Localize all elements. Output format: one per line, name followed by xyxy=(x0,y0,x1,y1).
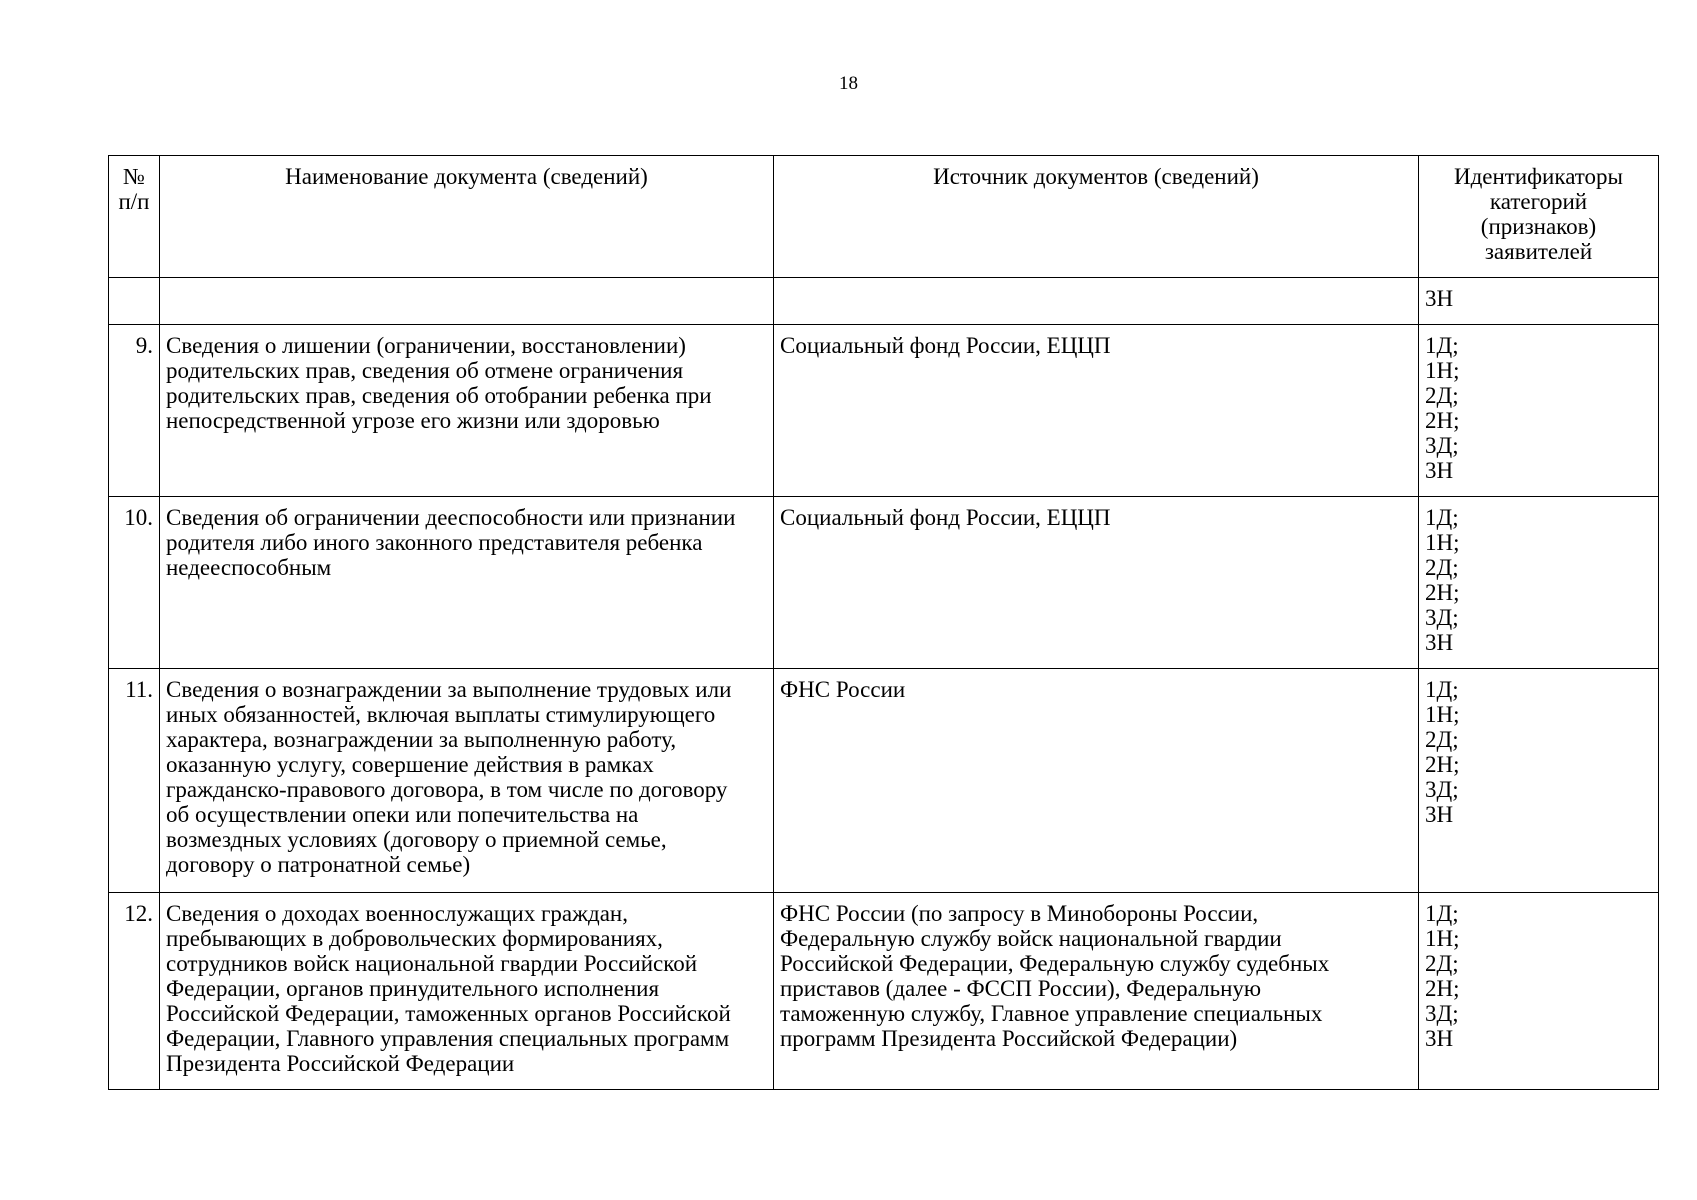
page-number: 18 xyxy=(839,73,858,94)
header-identifiers: Идентификаторы категорий (признаков) заявителей xyxy=(1419,156,1659,278)
table-row xyxy=(109,893,1659,1090)
row-source: ФНС России xyxy=(774,669,1419,893)
table-header-row xyxy=(109,156,1659,278)
row-document-name: Сведения о лишении (ограничении, восстановлении) родительских прав, сведения об отмене ограничения родительских прав, сведения об отобрании ребенка при непосредственной угрозе его жизни или здоровью xyxy=(160,325,774,497)
table-row xyxy=(109,325,1659,497)
row-identifiers: 1Д; 1Н; 2Д; 2Н; 3Д; 3Н xyxy=(1419,669,1659,893)
row-identifiers: 3Н xyxy=(1419,278,1659,325)
row-number: 10. xyxy=(109,497,160,669)
row-source: Социальный фонд России, ЕЦЦП xyxy=(774,325,1419,497)
row-number: 11. xyxy=(109,669,160,893)
row-source: Социальный фонд России, ЕЦЦП xyxy=(774,497,1419,669)
row-source xyxy=(774,278,1419,325)
row-document-name: Сведения об ограничении дееспособности или признании родителя либо иного законного представителя ребенка недееспособным xyxy=(160,497,774,669)
documents-table xyxy=(108,155,1659,1090)
row-number xyxy=(109,278,160,325)
row-number: 12. xyxy=(109,893,160,1090)
row-document-name: Сведения о вознаграждении за выполнение трудовых или иных обязанностей, включая выплаты стимулирующего характера, вознаграждении за выполненную работу, оказанную услугу, совершение действия в рамках гражданско-правового договора, в том числе по договору об осуществлении опеки или попечительства на возмездных условиях (договору о приемной семье, договору о патронатной семье) xyxy=(160,669,774,893)
header-source: Источник документов (сведений) xyxy=(774,156,1419,278)
row-document-name xyxy=(160,278,774,325)
table-row xyxy=(109,278,1659,325)
row-document-name: Сведения о доходах военнослужащих граждан, пребывающих в добровольческих формированиях, сотрудников войск национальной гвардии Российской Федерации, органов принудительного исполнения Российской Федерации, таможенных органов Российской Федерации, Главного управления специальных программ Президента Российской Федерации xyxy=(160,893,774,1090)
row-identifiers: 1Д; 1Н; 2Д; 2Н; 3Д; 3Н xyxy=(1419,893,1659,1090)
table-row xyxy=(109,497,1659,669)
row-number: 9. xyxy=(109,325,160,497)
table-row xyxy=(109,669,1659,893)
header-number: № п/п xyxy=(109,156,160,278)
row-identifiers: 1Д; 1Н; 2Д; 2Н; 3Д; 3Н xyxy=(1419,497,1659,669)
row-identifiers: 1Д; 1Н; 2Д; 2Н; 3Д; 3Н xyxy=(1419,325,1659,497)
header-document-name: Наименование документа (сведений) xyxy=(160,156,774,278)
row-source: ФНС России (по запросу в Минобороны России, Федеральную службу войск национальной гвардии Российской Федерации, Федеральную службу судебных приставов (далее - ФССП России), Федеральную таможенную службу, Главное управление специальных программ Президента Российской Федерации) xyxy=(774,893,1419,1090)
